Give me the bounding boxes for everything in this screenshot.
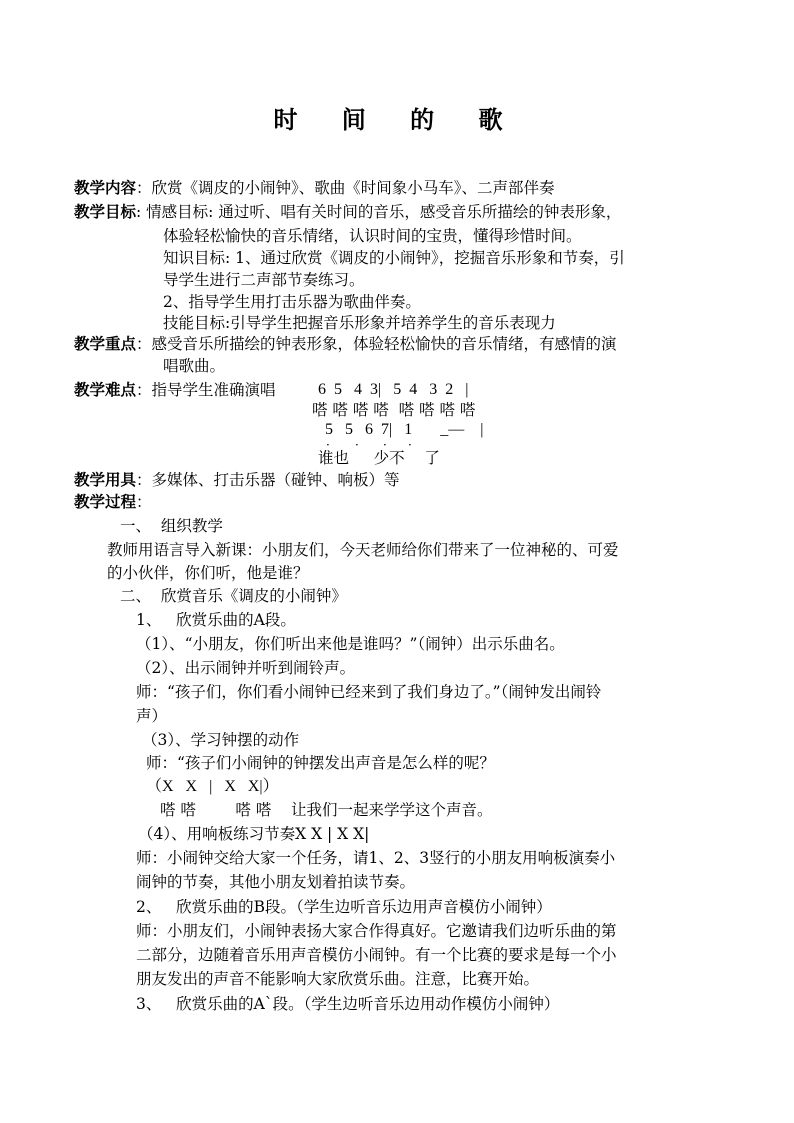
content-text: ：欣赏《调皮的小闹钟》、歌曲《时间象小马车》、二声部伴奏 <box>136 179 555 197</box>
notation-line-1: 6 5 4 3| 5 4 3 2 | <box>318 381 469 398</box>
key-line-1 <box>74 334 617 354</box>
tools-text: ：多媒体、打击乐器（碰钟、响板）等 <box>136 471 400 489</box>
goals-line-3: 知识目标: 1、通过欣赏《调皮的小闹钟》，挖掘音乐形象和节奏，引 <box>163 249 625 267</box>
item-a1-3a: 师：“孩子们，你们看小闹钟已经来到了我们身边了。”（闹钟发出闹铃 <box>136 683 602 701</box>
goals-line-5: 2、指导学生用打击乐器为歌曲伴奏。 <box>163 293 421 311</box>
item-a1-6: （X X | X X|） <box>146 778 279 795</box>
item-a2: 2、 欣赏乐曲的B段。（学生边听音乐边用声音模仿小闹钟） <box>136 898 552 916</box>
difficulty-line <box>74 380 276 400</box>
note-dot: · <box>355 438 359 452</box>
notation-lyrics-2: 谁也 少不 了 <box>318 449 440 467</box>
notation-line-2: 5 5 6 7| 1 _— | <box>325 421 484 438</box>
note-dot: · <box>326 438 330 452</box>
note-dot: · <box>408 438 412 452</box>
item-a1-2: （2）、出示闹钟并听到闹铃声。 <box>136 659 356 677</box>
content-label: 教学内容 <box>74 178 137 197</box>
process-label: 教学过程 <box>74 492 137 511</box>
goals-line-6: 技能目标:引导学生把握音乐形象并培养学生的音乐表现力 <box>163 314 556 332</box>
process-colon: ： <box>136 493 152 511</box>
tools-label: 教学用具 <box>74 470 137 489</box>
item-a1-9b: 闹钟的节奏，其他小朋友划着拍读节奏。 <box>136 873 416 891</box>
section-2-heading: 二、 欣赏音乐《调皮的小闹钟》 <box>120 587 347 605</box>
item-a1-7: 嗒 嗒 嗒 嗒 让我们一起来学学这个声音。 <box>160 801 493 819</box>
key-line-2: 唱歌曲。 <box>163 357 226 375</box>
item-a2-1b: 二部分，边随着音乐用声音模仿小闹钟。有一个比赛的要求是每一个小 <box>136 946 617 964</box>
goals-text-1: : 情感目标: 通过听、唱有关时间的音乐，感受音乐所描绘的钟表形象， <box>136 203 622 221</box>
item-a1-9a: 师：小闹钟交给大家一个任务，请1、2、3竖行的小朋友用响板演奏小 <box>136 849 616 867</box>
difficulty-intro: ：指导学生准确演唱 <box>136 381 276 399</box>
content-line <box>74 178 555 198</box>
section-1-heading: 一、 组织教学 <box>120 517 223 535</box>
page-title: 时 间 的 歌 <box>273 105 521 134</box>
item-a1-8: （4）、用响板练习节奏X X | X X| <box>138 825 370 843</box>
difficulty-label: 教学难点 <box>74 380 137 399</box>
key-text-1: ：感受音乐所描绘的钟表形象，体验轻松愉快的音乐情绪，有感情的演 <box>136 335 617 353</box>
item-a1: 1、 欣赏乐曲的A段。 <box>136 611 296 629</box>
note-dot: · <box>383 438 387 452</box>
goals-line-2: 体验轻松愉快的音乐情绪，认识时间的宝贵，懂得珍惜时间。 <box>163 227 582 245</box>
process-line <box>74 492 152 512</box>
item-a2-1a: 师：小朋友们，小闹钟表扬大家合作得真好。它邀请我们边听乐曲的第 <box>136 922 617 940</box>
section-1-para-2: 的小伙伴，你们听，他是谁？ <box>107 564 309 582</box>
section-1-para-1: 教师用语言导入新课：小朋友们，今天老师给你们带来了一位神秘的、可爱 <box>107 541 619 559</box>
item-a1-3b: 声） <box>136 707 168 725</box>
notation-lyrics-1: 嗒 嗒 嗒 嗒 嗒 嗒 嗒 嗒 <box>312 401 476 419</box>
item-a1-1: （1）、“小朋友，你们听出来他是谁吗？”（闹钟）出示乐曲名。 <box>136 635 565 653</box>
key-label: 教学重点 <box>74 334 137 353</box>
goals-line-1 <box>74 202 621 222</box>
tools-line <box>74 470 400 490</box>
goals-line-4: 导学生进行二声部节奏练习。 <box>163 271 365 289</box>
item-a2-1c: 朋友发出的声音不能影响大家欣赏乐曲。注意，比赛开始。 <box>136 970 540 988</box>
item-a1-5: 师：“孩子们小闹钟的钟摆发出声音是怎么样的呢？ <box>146 754 495 772</box>
goals-label: 教学目标 <box>74 202 137 221</box>
item-a3: 3、 欣赏乐曲的A`段。（学生边听音乐边用动作模仿小闹钟） <box>136 995 560 1013</box>
item-a1-4: （3）、学习钟摆的动作 <box>142 731 300 749</box>
